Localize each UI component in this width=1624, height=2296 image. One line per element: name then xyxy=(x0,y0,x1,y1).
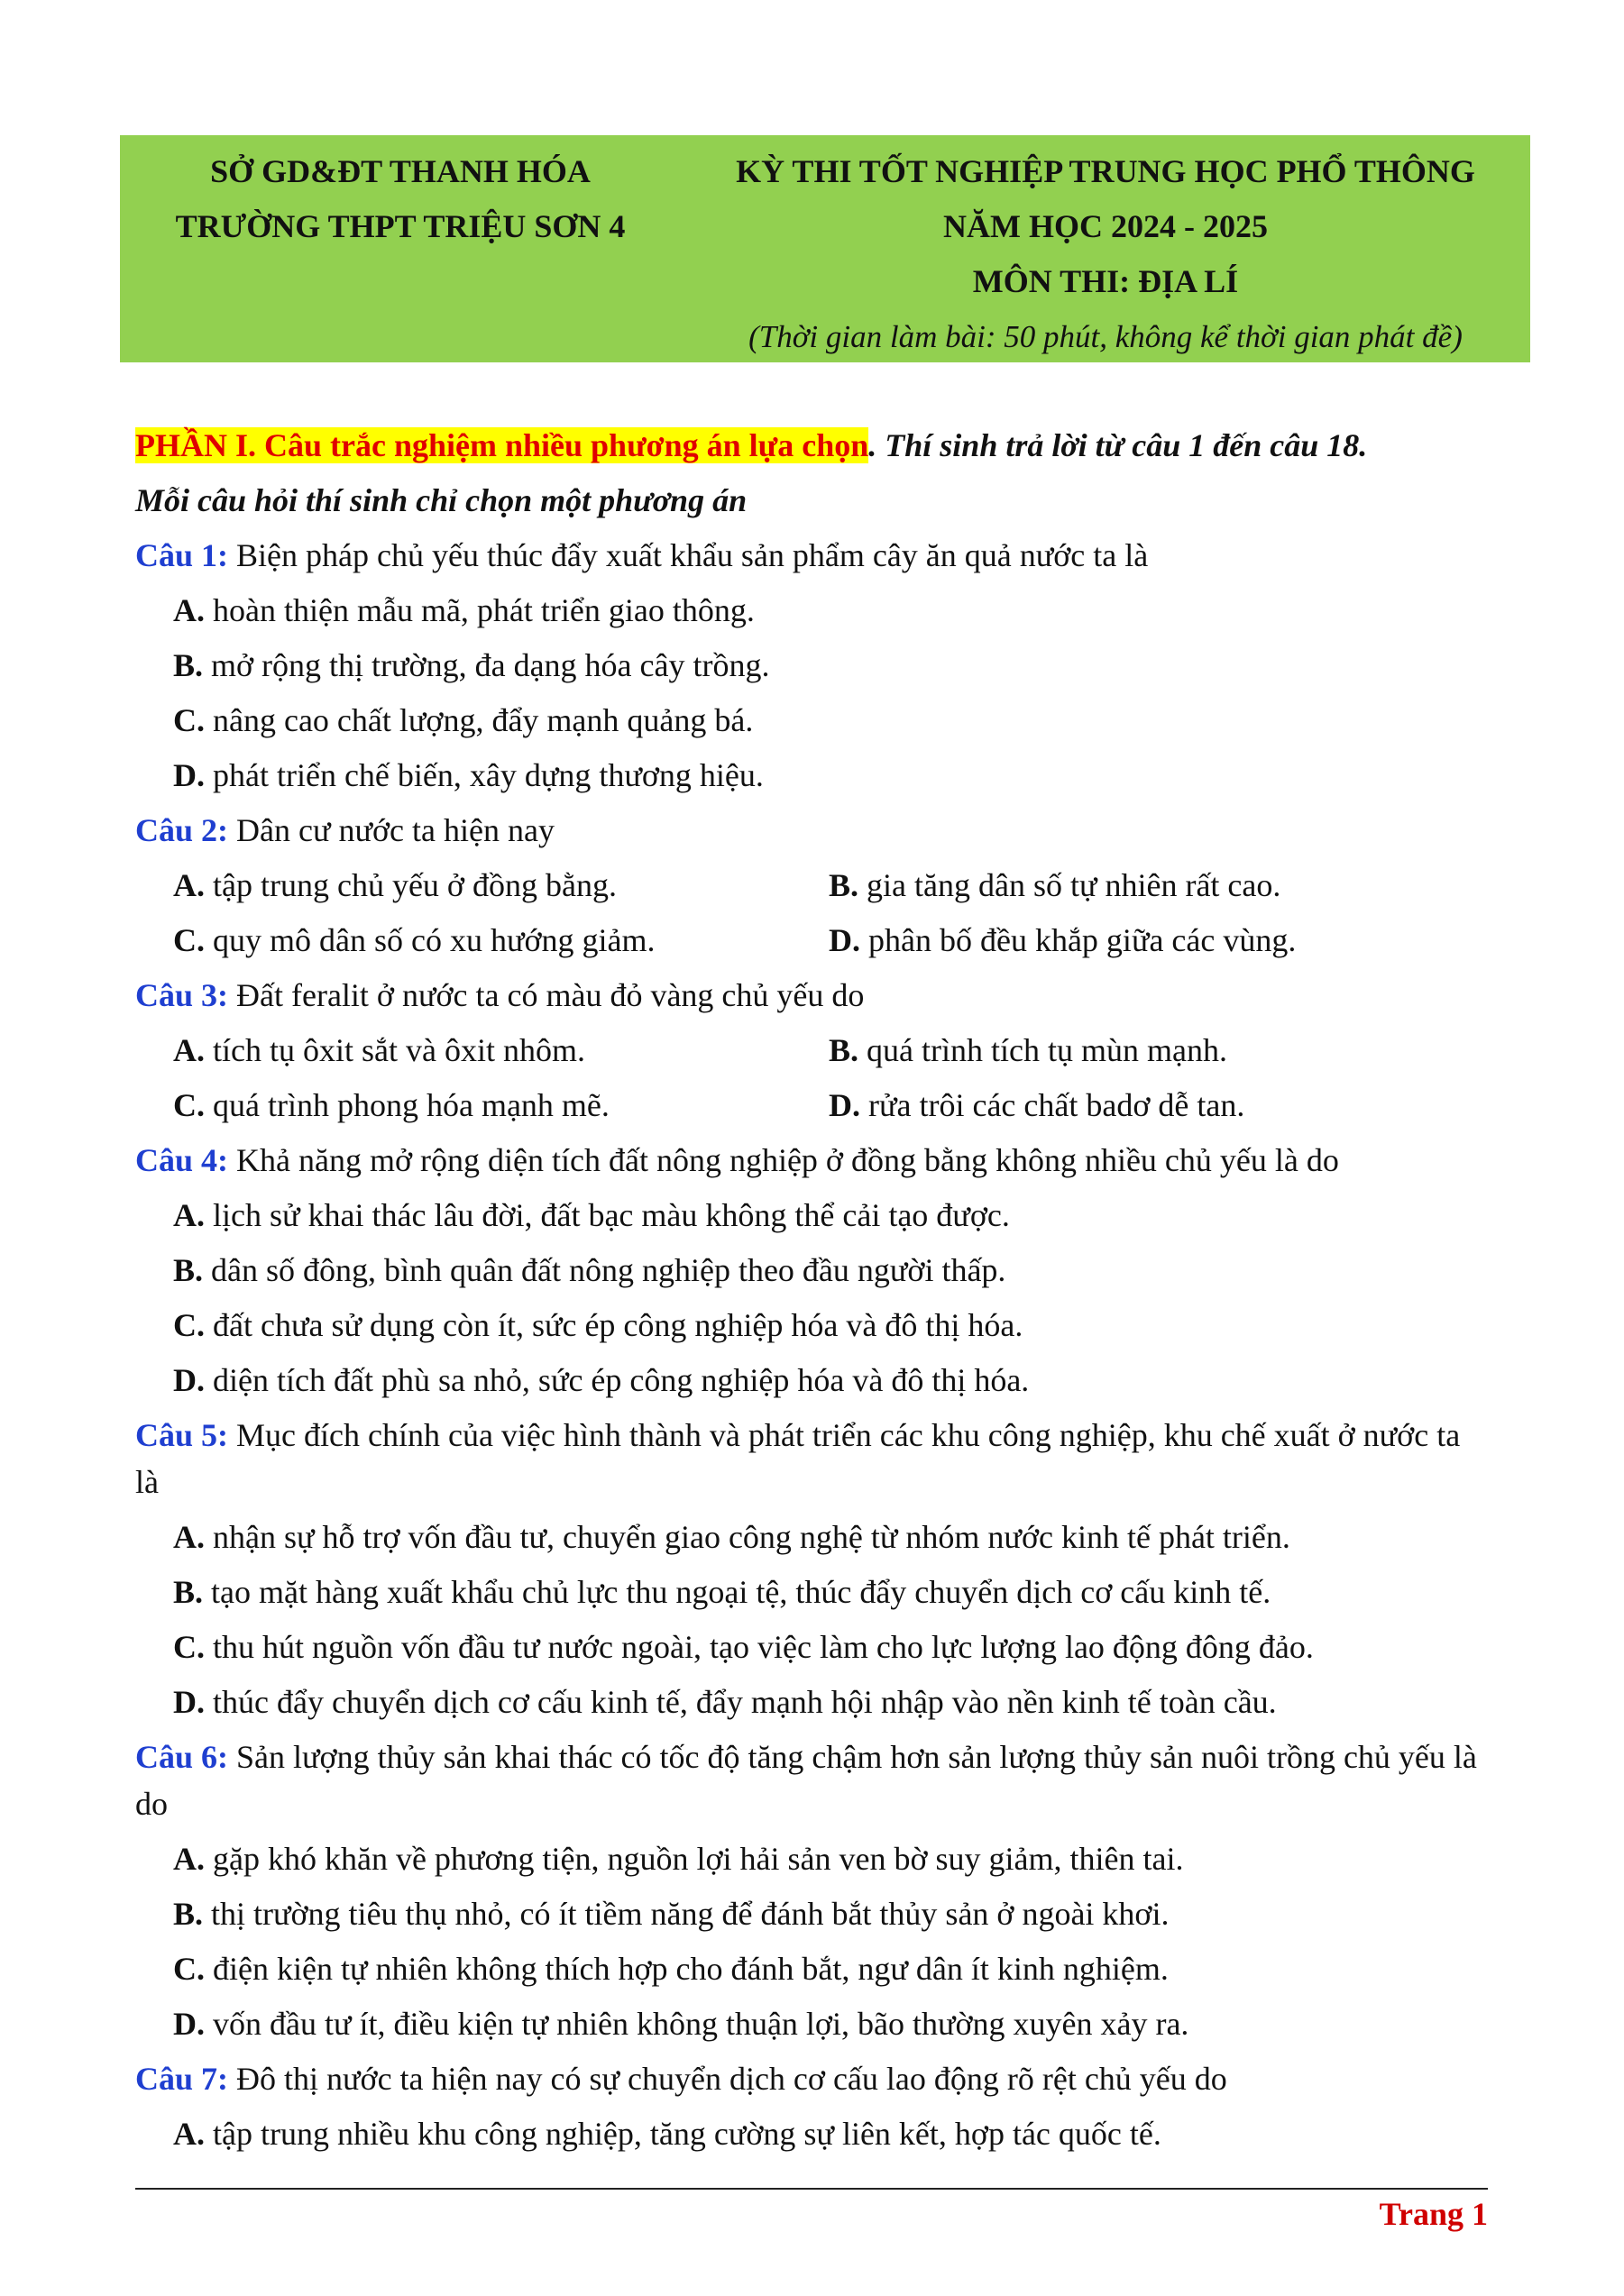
exam-title: KỲ THI TỐT NGHIỆP TRUNG HỌC PHỔ THÔNG xyxy=(736,153,1475,189)
option-6d: D. vốn đầu tư ít, điều kiện tự nhiên không thuận lợi, bão thường xuyên xảy ra. xyxy=(173,2006,1189,2042)
question-text: Đất feralit ở nước ta có màu đỏ vàng chủ yếu do xyxy=(228,977,865,1013)
option-5b: B. tạo mặt hàng xuất khẩu chủ lực thu ngoại tệ, thúc đẩy chuyển dịch cơ cấu kinh tế. xyxy=(173,1574,1271,1610)
footer-divider xyxy=(135,2188,1488,2190)
option-5c: C. thu hút nguồn vốn đầu tư nước ngoài, tạo việc làm cho lực lượng lao động đông đảo. xyxy=(173,1629,1314,1665)
option-4c: C. đất chưa sử dụng còn ít, sức ép công nghiệp hóa và đô thị hóa. xyxy=(173,1307,1023,1343)
question-3 xyxy=(135,968,1488,1023)
exam-content xyxy=(135,418,1488,2162)
school-year: NĂM HỌC 2024 - 2025 xyxy=(943,208,1268,244)
question-label: Câu 3: xyxy=(135,977,229,1013)
option-4d: D. diện tích đất phù sa nhỏ, sức ép công nghiệp hóa và đô thị hóa. xyxy=(173,1362,1030,1398)
options-row xyxy=(135,1078,1488,1133)
section-title: PHẦN I. Câu trắc nghiệm nhiều phương án lựa chọn xyxy=(135,427,869,463)
question-4 xyxy=(135,1133,1488,1188)
option-1a: A. hoàn thiện mẫu mã, phát triển giao thông. xyxy=(173,592,755,628)
option-4a: A. lịch sử khai thác lâu đời, đất bạc màu không thể cải tạo được. xyxy=(173,1197,1010,1233)
page-number: Trang 1 xyxy=(1379,2196,1488,2232)
option-3c: C. quá trình phong hóa mạnh mẽ. xyxy=(173,1087,610,1123)
option-3b: B. quá trình tích tụ mùn mạnh. xyxy=(829,1032,1227,1068)
option-3a: A. tích tụ ôxit sắt và ôxit nhôm. xyxy=(173,1032,585,1068)
options-row xyxy=(135,858,1488,913)
question-label: Câu 1: xyxy=(135,537,229,573)
option-2d: D. phân bố đều khắp giữa các vùng. xyxy=(829,922,1297,958)
subject: MÔN THI: ĐỊA LÍ xyxy=(972,263,1239,299)
question-label: Câu 6: xyxy=(135,1739,229,1775)
section-instruction: Thí sinh trả lời từ câu 1 đến câu 18. xyxy=(876,427,1368,463)
option-6c: C. điện kiện tự nhiên không thích hợp cho đánh bắt, ngư dân ít kinh nghiệm. xyxy=(173,1951,1169,1987)
option-2b: B. gia tăng dân số tự nhiên rất cao. xyxy=(829,867,1281,903)
question-text: Sản lượng thủy sản khai thác có tốc độ tăng chậm hơn sản lượng thủy sản nuôi trồng chủ yếu là do xyxy=(135,1739,1477,1822)
section-heading xyxy=(135,418,1488,473)
question-label: Câu 2: xyxy=(135,812,229,848)
question-text: Đô thị nước ta hiện nay có sự chuyển dịch cơ cấu lao động rõ rệt chủ yếu do xyxy=(228,2061,1227,2097)
question-2 xyxy=(135,803,1488,858)
question-text: Khả năng mở rộng diện tích đất nông nghiệp ở đồng bằng không nhiều chủ yếu là do xyxy=(228,1142,1339,1178)
section-instruction-2: Mỗi câu hỏi thí sinh chỉ chọn một phương án xyxy=(135,482,748,518)
question-label: Câu 7: xyxy=(135,2061,229,2097)
question-label: Câu 4: xyxy=(135,1142,229,1178)
question-1 xyxy=(135,528,1488,583)
exam-header xyxy=(120,135,1530,362)
time-note: (Thời gian làm bài: 50 phút, không kể thời gian phát đề) xyxy=(748,319,1463,354)
option-6b: B. thị trường tiêu thụ nhỏ, có ít tiềm năng để đánh bắt thủy sản ở ngoài khơi. xyxy=(173,1896,1170,1932)
exam-info xyxy=(681,135,1530,362)
question-label: Câu 5: xyxy=(135,1417,229,1453)
question-text: Mục đích chính của việc hình thành và phát triển các khu công nghiệp, khu chế xuất ở nước ta là xyxy=(135,1417,1461,1500)
school-name: TRƯỜNG THPT TRIỆU SƠN 4 xyxy=(175,208,626,244)
question-text: Biện pháp chủ yếu thúc đẩy xuất khẩu sản phẩm cây ăn quả nước ta là xyxy=(228,537,1149,573)
option-4b: B. dân số đông, bình quân đất nông nghiệp theo đầu người thấp. xyxy=(173,1252,1006,1288)
option-1d: D. phát triển chế biến, xây dựng thương hiệu. xyxy=(173,757,764,793)
question-6 xyxy=(135,1730,1488,1832)
question-5 xyxy=(135,1408,1488,1510)
option-5a: A. nhận sự hỗ trợ vốn đầu tư, chuyển giao công nghệ từ nhóm nước kinh tế phát triển. xyxy=(173,1519,1290,1555)
question-7 xyxy=(135,2052,1488,2107)
options-row xyxy=(135,913,1488,968)
option-2a: A. tập trung chủ yếu ở đồng bằng. xyxy=(173,867,617,903)
option-3d: D. rửa trôi các chất badơ dễ tan. xyxy=(829,1087,1245,1123)
options-row xyxy=(135,1023,1488,1078)
option-5d: D. thúc đẩy chuyển dịch cơ cấu kinh tế, đẩy mạnh hội nhập vào nền kinh tế toàn cầu. xyxy=(173,1684,1277,1720)
option-7a: A. tập trung nhiều khu công nghiệp, tăng cường sự liên kết, hợp tác quốc tế. xyxy=(173,2116,1161,2152)
option-2c: C. quy mô dân số có xu hướng giảm. xyxy=(173,922,656,958)
question-text: Dân cư nước ta hiện nay xyxy=(228,812,555,848)
section-dot: . xyxy=(868,427,877,463)
school-info xyxy=(120,135,681,362)
department-name: SỞ GD&ĐT THANH HÓA xyxy=(210,153,591,189)
option-1c: C. nâng cao chất lượng, đẩy mạnh quảng bá. xyxy=(173,702,754,738)
option-1b: B. mở rộng thị trường, đa dạng hóa cây trồng. xyxy=(173,647,770,683)
option-6a: A. gặp khó khăn về phương tiện, nguồn lợi hải sản ven bờ suy giảm, thiên tai. xyxy=(173,1841,1184,1877)
